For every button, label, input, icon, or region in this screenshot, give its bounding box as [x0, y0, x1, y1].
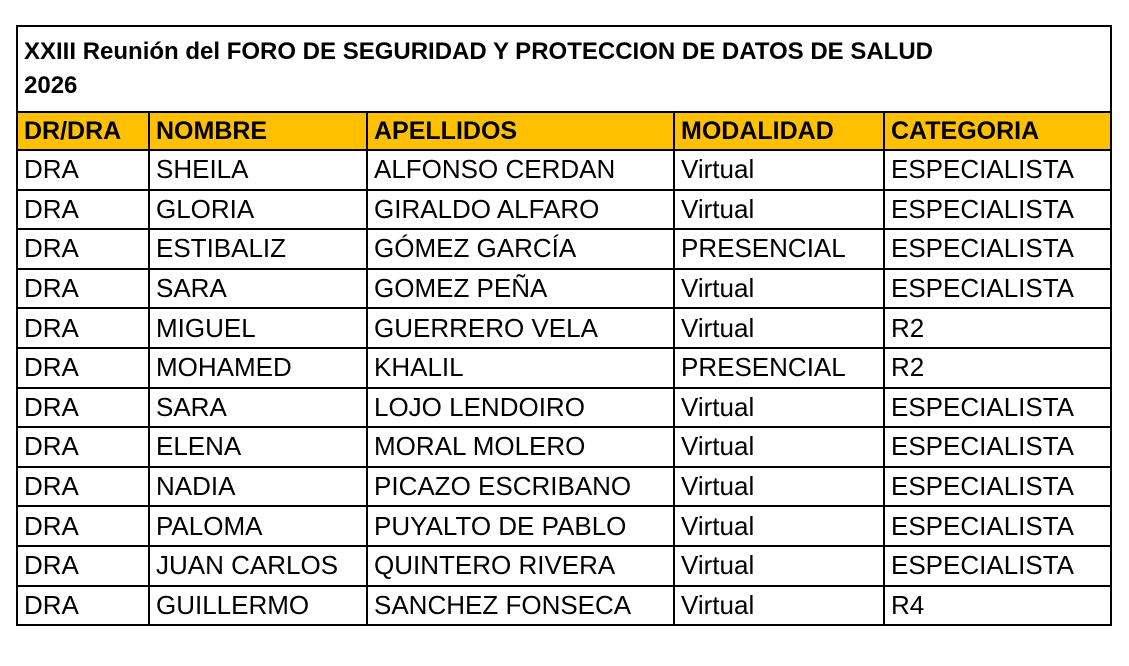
column-header-dr-dra: DR/DRA — [17, 112, 149, 150]
cell-apellidos: GÓMEZ GARCÍA — [367, 229, 674, 269]
cell-dr-dra: DRA — [17, 427, 149, 467]
cell-categoria: ESPECIALISTA — [884, 229, 1111, 269]
cell-modalidad: Virtual — [674, 308, 884, 348]
table-row — [17, 269, 1111, 309]
cell-nombre: ESTIBALIZ — [149, 229, 367, 269]
cell-apellidos: GOMEZ PEÑA — [367, 269, 674, 309]
cell-nombre: MIGUEL — [149, 308, 367, 348]
cell-modalidad: Virtual — [674, 427, 884, 467]
cell-dr-dra: DRA — [17, 308, 149, 348]
cell-dr-dra: DRA — [17, 190, 149, 230]
cell-apellidos: PICAZO ESCRIBANO — [367, 467, 674, 507]
cell-dr-dra: DRA — [17, 586, 149, 626]
cell-categoria: ESPECIALISTA — [884, 467, 1111, 507]
table-body — [17, 150, 1111, 625]
cell-dr-dra: DRA — [17, 229, 149, 269]
table-row — [17, 308, 1111, 348]
cell-nombre: PALOMA — [149, 506, 367, 546]
cell-nombre: ELENA — [149, 427, 367, 467]
cell-modalidad: Virtual — [674, 150, 884, 190]
attendee-table — [16, 25, 1112, 626]
cell-nombre: GUILLERMO — [149, 586, 367, 626]
cell-categoria: R4 — [884, 586, 1111, 626]
column-header-nombre: NOMBRE — [149, 112, 367, 150]
cell-nombre: GLORIA — [149, 190, 367, 230]
cell-modalidad: Virtual — [674, 586, 884, 626]
cell-categoria: ESPECIALISTA — [884, 427, 1111, 467]
cell-modalidad: PRESENCIAL — [674, 348, 884, 388]
column-header-categoria: CATEGORIA — [884, 112, 1111, 150]
cell-apellidos: KHALIL — [367, 348, 674, 388]
title-line-1: XXIII Reunión del FORO DE SEGURIDAD Y PROTECCION DE DATOS DE SALUD — [24, 38, 933, 65]
table-row — [17, 190, 1111, 230]
table-row — [17, 427, 1111, 467]
table-title — [17, 26, 1111, 112]
cell-categoria: ESPECIALISTA — [884, 190, 1111, 230]
cell-dr-dra: DRA — [17, 150, 149, 190]
cell-modalidad: PRESENCIAL — [674, 229, 884, 269]
column-header-modalidad: MODALIDAD — [674, 112, 884, 150]
table-row — [17, 388, 1111, 428]
column-header-apellidos: APELLIDOS — [367, 112, 674, 150]
cell-categoria: ESPECIALISTA — [884, 150, 1111, 190]
column-header-row — [17, 112, 1111, 150]
cell-apellidos: SANCHEZ FONSECA — [367, 586, 674, 626]
cell-modalidad: Virtual — [674, 190, 884, 230]
cell-categoria: ESPECIALISTA — [884, 269, 1111, 309]
table-row — [17, 150, 1111, 190]
cell-apellidos: PUYALTO DE PABLO — [367, 506, 674, 546]
cell-nombre: JUAN CARLOS — [149, 546, 367, 586]
cell-dr-dra: DRA — [17, 506, 149, 546]
cell-nombre: MOHAMED — [149, 348, 367, 388]
cell-apellidos: LOJO LENDOIRO — [367, 388, 674, 428]
table-row — [17, 229, 1111, 269]
cell-dr-dra: DRA — [17, 546, 149, 586]
cell-dr-dra: DRA — [17, 348, 149, 388]
cell-dr-dra: DRA — [17, 388, 149, 428]
cell-categoria: ESPECIALISTA — [884, 388, 1111, 428]
table-row — [17, 348, 1111, 388]
cell-modalidad: Virtual — [674, 467, 884, 507]
cell-apellidos: GIRALDO ALFARO — [367, 190, 674, 230]
cell-apellidos: GUERRERO VELA — [367, 308, 674, 348]
table-row — [17, 506, 1111, 546]
cell-categoria: R2 — [884, 348, 1111, 388]
title-line-2: 2026 — [24, 72, 78, 99]
cell-nombre: SARA — [149, 388, 367, 428]
cell-categoria: ESPECIALISTA — [884, 506, 1111, 546]
cell-nombre: NADIA — [149, 467, 367, 507]
cell-dr-dra: DRA — [17, 269, 149, 309]
table-row — [17, 467, 1111, 507]
cell-apellidos: ALFONSO CERDAN — [367, 150, 674, 190]
table-row — [17, 586, 1111, 626]
cell-apellidos: QUINTERO RIVERA — [367, 546, 674, 586]
cell-categoria: ESPECIALISTA — [884, 546, 1111, 586]
cell-modalidad: Virtual — [674, 546, 884, 586]
cell-modalidad: Virtual — [674, 506, 884, 546]
cell-modalidad: Virtual — [674, 388, 884, 428]
cell-dr-dra: DRA — [17, 467, 149, 507]
table-row — [17, 546, 1111, 586]
cell-nombre: SHEILA — [149, 150, 367, 190]
cell-categoria: R2 — [884, 308, 1111, 348]
cell-modalidad: Virtual — [674, 269, 884, 309]
cell-apellidos: MORAL MOLERO — [367, 427, 674, 467]
cell-nombre: SARA — [149, 269, 367, 309]
